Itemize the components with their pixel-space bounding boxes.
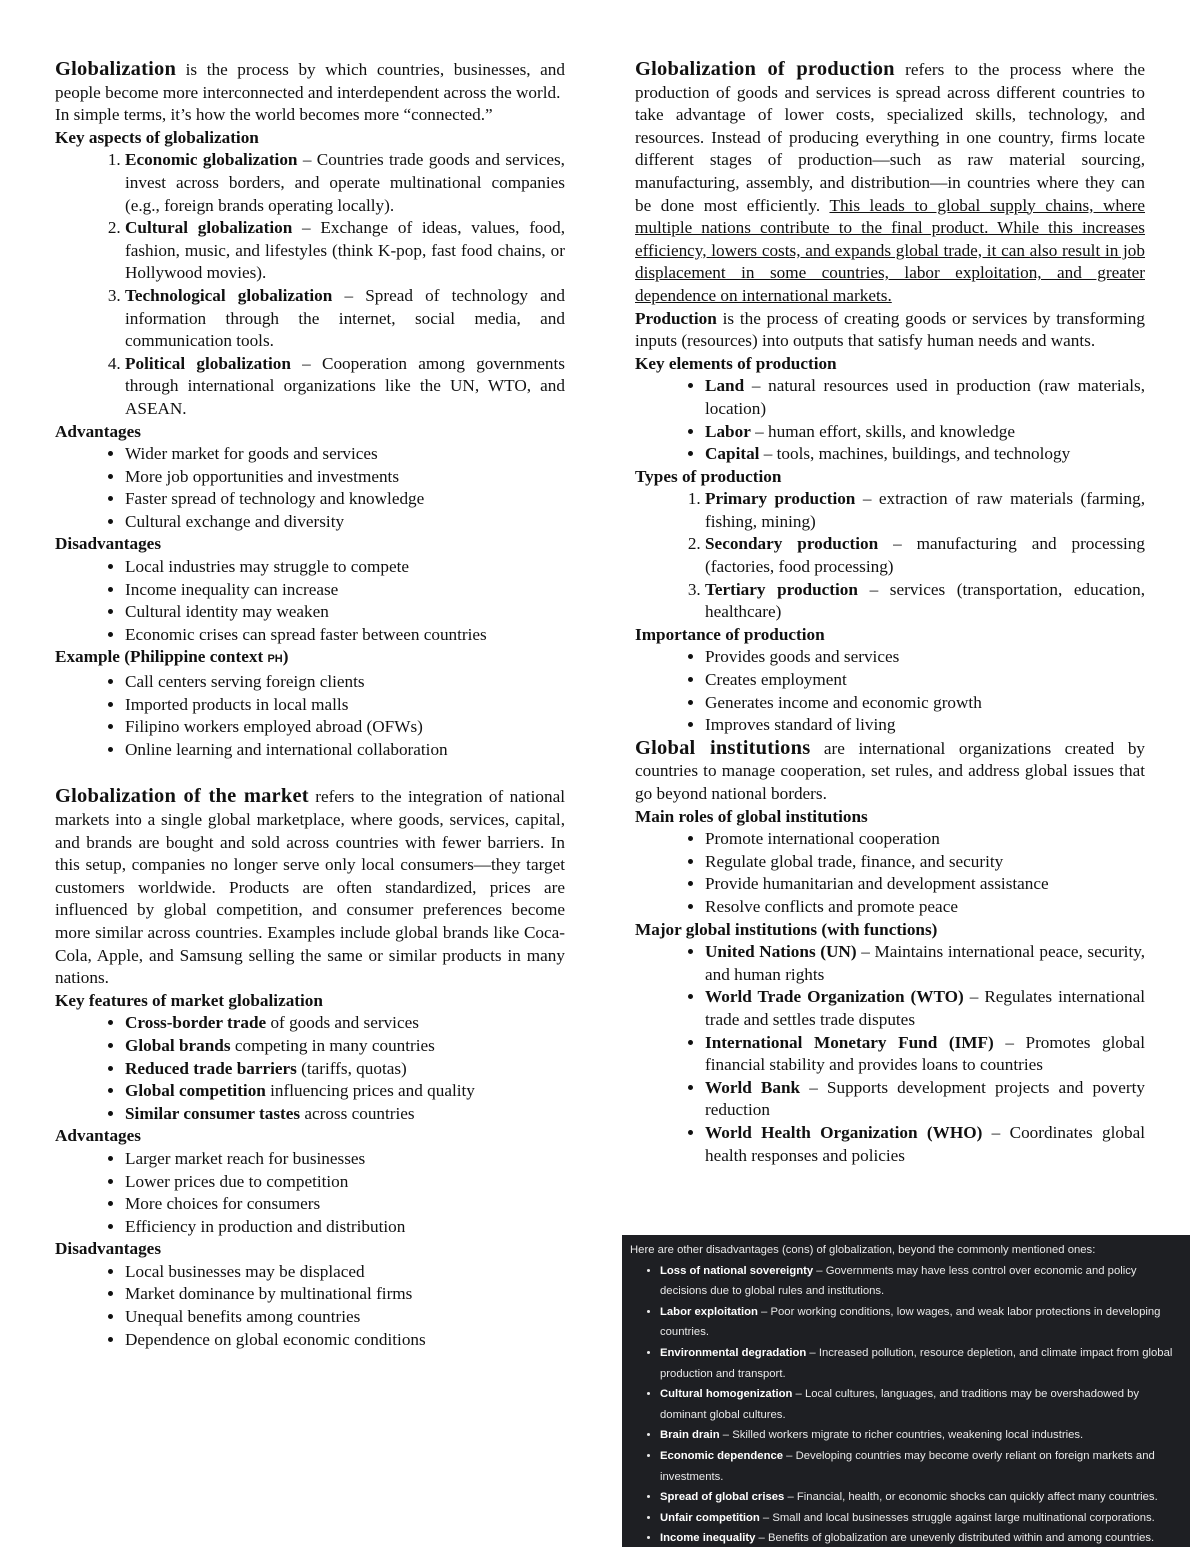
list-item: 2. Cultural globalization – Exchange of ideas, values, food, fashion, music, and lifestyles (think K-pop, fast food chains, or Hollywood movies). [125,217,565,285]
list-item: • Online learning and international collaboration [125,739,565,762]
list-item: 3. Tertiary production – services (transportation, education, healthcare) [705,579,1145,624]
underlined-passage: This leads to global supply chains, where multiple nations contribute to the final product. While this increases efficiency, lowers costs, and expands global trade, it can also result in job displacement in some countries, labor exploitation, and greater dependence on international markets. [635,195,1145,305]
market-term: Globalization of the market [55,785,309,808]
list-item: • Local businesses may be displaced [125,1261,565,1284]
list-item: • Reduced trade barriers (tariffs, quotas) [125,1058,565,1081]
list-item: • World Bank – Supports development projects and poverty reduction [705,1077,1145,1122]
list-item: 4. Political globalization – Cooperation among governments through international organizations like the UN, WTO, and ASEAN. [125,353,565,421]
advantages-heading: Advantages [55,421,141,441]
list-item: • Land – natural resources used in production (raw materials, location) [705,375,1145,420]
list-item: • Imported products in local malls [125,694,565,717]
list-item: • Promote international cooperation [705,828,1145,851]
market-disadvantages-heading: Disadvantages [55,1239,162,1259]
features-heading: Key features of market globalization [55,990,323,1010]
list-item: • Similar consumer tastes across countries [125,1103,565,1126]
cons-intro: Here are other disadvantages (cons) of globalization, beyond the commonly mentioned ones: [630,1244,1096,1256]
list-item: • World Health Organization (WHO) – Coordinates global health responses and policies [705,1122,1145,1167]
list-item: • Lower prices due to competition [125,1171,565,1194]
globalization-simple: In simple terms, it’s how the world becomes more “connected.” [55,105,493,125]
ph-flag-icon: PH [267,653,283,666]
production-globalization-definition: Globalization of production refers to the process where the production of goods and services is spread across different countries to take advantage of lower costs, specialized skills, technology, and resources. Instead of producing everything in one country, firms locate different stages of production—such as raw material sourcing, manufacturing, assembly, and distribution—in countries where they can be done most efficiently. This leads to global supply chains, where multiple nations contribute to the final product. While this increases efficiency, lowers costs, and expands global trade, it can also result in job displacement in some countries, labor exploitation, and greater dependence on international markets. [635,58,1145,305]
advantages-list [55,443,565,533]
list-item: • More job opportunities and investments [125,466,565,489]
list-item: • Income inequality – Benefits of globalization are unevenly distributed within and among countries. [660,1528,1178,1549]
institutions-term: Global institutions [635,736,811,759]
major-heading: Major global institutions (with functions) [635,919,938,939]
aspects-list [55,149,565,420]
aspects-heading: Key aspects of globalization [55,127,259,147]
production-definition: Production is the process of creating goods or services by transforming inputs (resources) into outputs that satisfy human needs and wants. [635,308,1145,351]
globalization-term: Globalization [55,58,177,80]
right-column [635,58,1145,1167]
list-item: • International Monetary Fund (IMF) – Promotes global financial stability and provides loans to countries [705,1032,1145,1077]
institutions-definition: Global institutions are international organizations created by countries to manage cooperation, set rules, and address global issues that go beyond national borders. [635,736,1146,803]
list-item: • Spread of global crises – Financial, health, or economic shocks can quickly affect many countries. [660,1487,1178,1508]
list-item: • Cross-border trade of goods and services [125,1012,565,1035]
list-item: • Economic crises can spread faster between countries [125,624,565,647]
elements-list [635,375,1145,465]
list-item: • Call centers serving foreign clients [125,671,565,694]
list-item: • Environmental degradation – Increased pollution, resource depletion, and climate impact from global production and transport. [660,1343,1178,1384]
list-item: • Unequal benefits among countries [125,1306,565,1329]
list-item: • Efficiency in production and distribution [125,1216,565,1239]
example-heading: Example (Philippine context PH) [55,647,289,667]
list-item: • Economic dependence – Developing countries may become overly reliant on foreign markets and investments. [660,1446,1178,1487]
market-advantages-list [55,1148,565,1238]
list-item: • Regulate global trade, finance, and security [705,851,1145,874]
elements-heading: Key elements of production [635,353,837,373]
list-item: • Larger market reach for businesses [125,1148,565,1171]
importance-heading: Importance of production [635,624,825,644]
list-item: • Dependence on global economic conditions [125,1329,565,1352]
list-item: • Market dominance by multinational firms [125,1283,565,1306]
globalization-definition: Globalization is the process by which countries, businesses, and people become more interconnected and interdependent across the world. [55,58,565,102]
list-item: 3. Technological globalization – Spread of technology and information through the internet, social media, and communication tools. [125,285,565,353]
list-item: • Faster spread of technology and knowledge [125,488,565,511]
list-item: • World Trade Organization (WTO) – Regulates international trade and settles trade disputes [705,986,1145,1031]
roles-list [635,828,1145,918]
types-heading: Types of production [635,466,782,486]
list-item: • Labor exploitation – Poor working conditions, low wages, and weak labor protections in developing countries. [660,1302,1178,1343]
examples-list [55,671,565,761]
list-item: • Local industries may struggle to compete [125,556,565,579]
list-item: • Generates income and economic growth [705,692,1145,715]
list-item: • Global competition influencing prices and quality [125,1080,565,1103]
list-item: • Brain drain – Skilled workers migrate to richer countries, weakening local industries. [660,1425,1178,1446]
features-list [55,1012,565,1125]
list-item: • Creates employment [705,669,1145,692]
left-column [55,58,565,1351]
list-item: • Loss of national sovereignty – Governments may have less control over economic and policy decisions due to global rules and institutions. [660,1261,1178,1302]
list-item: • Resolve conflicts and promote peace [705,896,1145,919]
disadvantages-list [55,556,565,646]
list-item: • Filipino workers employed abroad (OFWs) [125,716,565,739]
major-list [635,941,1145,1167]
importance-list [635,646,1145,736]
list-item: 1. Economic globalization – Countries trade goods and services, invest across borders, and operate multinational companies (e.g., foreign brands operating locally). [125,149,565,217]
types-list [635,488,1145,624]
cons-screenshot-panel [622,1235,1190,1547]
cons-list [630,1261,1178,1549]
list-item: • Labor – human effort, skills, and knowledge [705,421,1145,444]
list-item: 2. Secondary production – manufacturing and processing (factories, food processing) [705,533,1145,578]
market-definition: Globalization of the market refers to the integration of national markets into a single global marketplace, where goods, services, capital, and brands are bought and sold across countries with fewer barriers. In this setup, companies no longer serve only local consumers—they target customers worldwide. Products are often standardized, prices are influenced by global competition, and consumer preferences become more similar across countries. Examples include global brands like Coca-Cola, Apple, and Samsung selling the same or similar products in many nations. [55,785,566,988]
list-item: • Cultural identity may weaken [125,601,565,624]
disadvantages-heading: Disadvantages [55,534,162,554]
list-item: • Cultural exchange and diversity [125,511,565,534]
list-item: • More choices for consumers [125,1193,565,1216]
roles-heading: Main roles of global institutions [635,806,868,826]
market-advantages-heading: Advantages [55,1126,141,1146]
market-disadvantages-list [55,1261,565,1351]
list-item: • Cultural homogenization – Local cultures, languages, and traditions may be overshadowed by dominant global cultures. [660,1384,1178,1425]
list-item: • Capital – tools, machines, buildings, and technology [705,443,1145,466]
list-item: • Wider market for goods and services [125,443,565,466]
list-item: 1. Primary production – extraction of raw materials (farming, fishing, mining) [705,488,1145,533]
list-item: • Global brands competing in many countries [125,1035,565,1058]
production-term: Production [635,308,717,328]
list-item: • United Nations (UN) – Maintains international peace, security, and human rights [705,941,1145,986]
list-item: • Improves standard of living [705,714,1145,737]
production-globalization-term: Globalization of production [635,58,895,80]
list-item: • Provides goods and services [705,646,1145,669]
section-spacer [55,761,565,785]
list-item: • Provide humanitarian and development assistance [705,873,1145,896]
list-item: • Income inequality can increase [125,579,565,602]
list-item: • Unfair competition – Small and local businesses struggle against large multinational corporations. [660,1508,1178,1529]
